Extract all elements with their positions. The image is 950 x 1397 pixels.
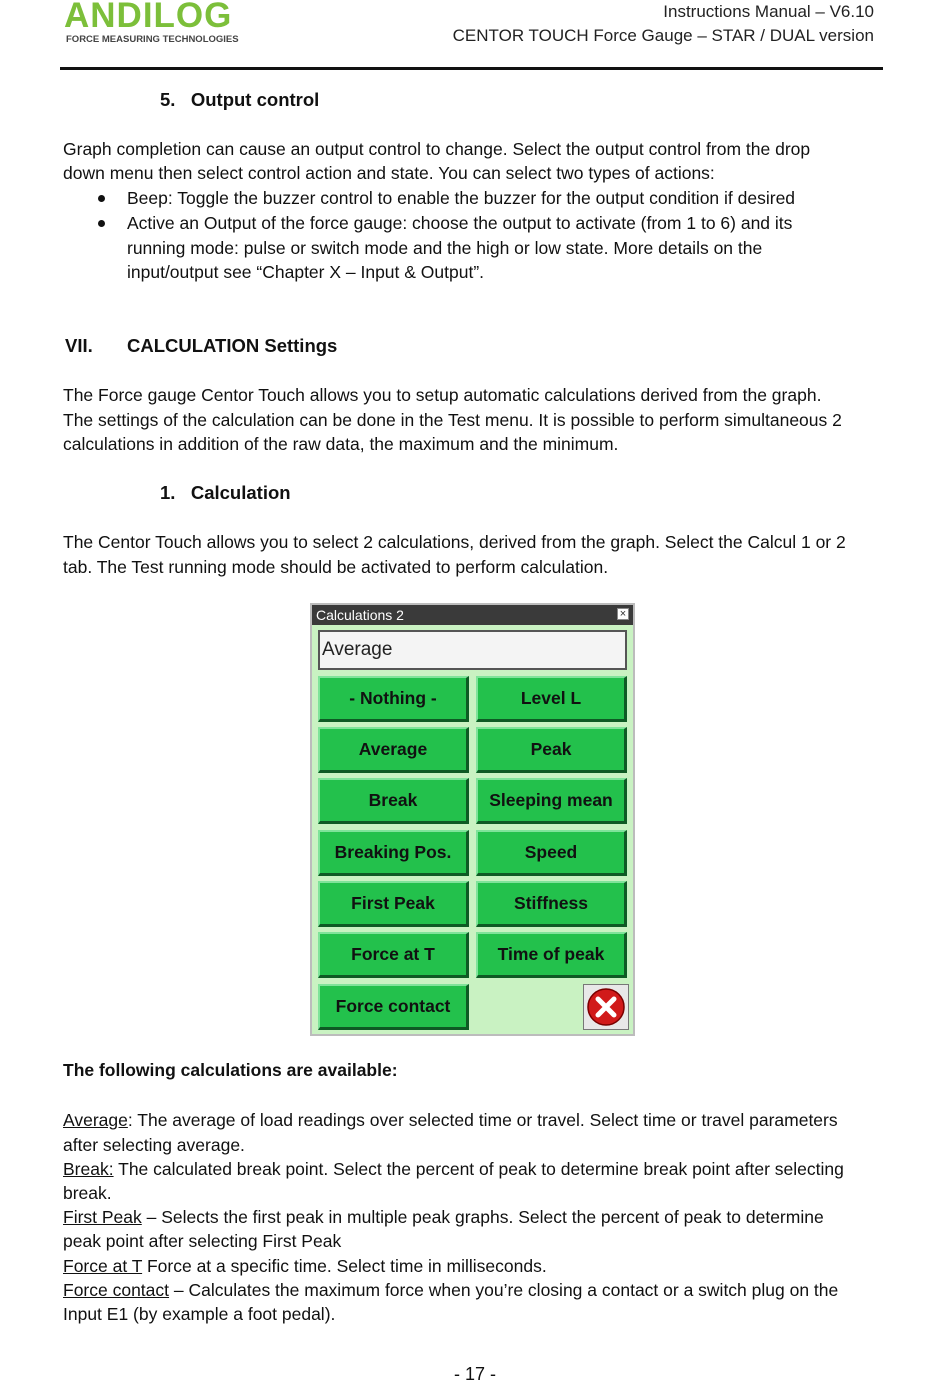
- bullet-beep: Beep: Toggle the buzzer control to enable the buzzer for the output condition if desired: [127, 188, 796, 208]
- term-first-peak: First Peak: [63, 1207, 142, 1227]
- section-title-output-control: 5. Output control: [160, 89, 320, 110]
- available-heading: The following calculations are available:: [63, 1060, 398, 1080]
- logo: [64, 0, 260, 48]
- chapter-number: VII.: [65, 335, 93, 356]
- term-force-contact: Force contact: [63, 1280, 170, 1300]
- calc-button-level-l[interactable]: Level L: [476, 676, 627, 722]
- bullet-icon: [98, 195, 105, 202]
- section-title-calculation: 1. Calculation: [160, 482, 291, 503]
- term-break: Break:: [63, 1159, 114, 1179]
- calc-button-time-of-peak[interactable]: Time of peak: [476, 932, 627, 978]
- bullet-output-line2: running mode: pulse or switch mode and the high or low state. More details on the: [127, 238, 763, 258]
- dialog-titlebar: [312, 605, 633, 625]
- calc-button-peak[interactable]: Peak: [476, 727, 627, 773]
- page-number: - 17 -: [453, 1364, 496, 1384]
- header-divider: [60, 67, 883, 70]
- calc-settings-line1: The Force gauge Centor Touch allows you to setup automatic calculations derived from the graph.: [63, 385, 822, 405]
- desc-force-contact-line1: [63, 1278, 881, 1303]
- calc-button-nothing[interactable]: - Nothing -: [318, 676, 469, 722]
- calc-button-speed[interactable]: Speed: [476, 830, 627, 876]
- header-manual: Instructions Manual – V6.10: [663, 2, 874, 21]
- calc-button-force-contact[interactable]: Force contact: [318, 984, 469, 1030]
- term-force-at-t: Force at T: [63, 1256, 143, 1276]
- desc-force-contact-line2: Input E1 (by example a foot pedal).: [63, 1304, 336, 1324]
- logo-main: ANDILOG: [64, 0, 233, 35]
- calc-button-break[interactable]: Break: [318, 778, 469, 824]
- header-product: CENTOR TOUCH Force Gauge – STAR / DUAL version: [452, 26, 874, 45]
- calc-button-first-peak[interactable]: First Peak: [318, 881, 469, 927]
- bullet-output-line3: input/output see “Chapter X – Input & Output”.: [127, 262, 485, 282]
- desc-average-text: : The average of load readings over selected time or travel. Select time or travel parameters: [127, 1110, 838, 1130]
- term-average: Average: [63, 1110, 128, 1130]
- desc-break-line2: break.: [63, 1183, 112, 1203]
- cancel-button[interactable]: [583, 984, 629, 1030]
- calc-button-average[interactable]: Average: [318, 727, 469, 773]
- output-para-line2: down menu then select control action and state. You can select two types of actions:: [63, 163, 715, 183]
- desc-break-text: The calculated break point. Select the percent of peak to determine break point after selecting: [113, 1159, 844, 1179]
- calc-button-stiffness[interactable]: Stiffness: [476, 881, 627, 927]
- desc-first-peak-line1: [63, 1205, 881, 1230]
- logo-sub: FORCE MEASURING TECHNOLOGIES: [66, 34, 239, 45]
- desc-force-at-t-line1: [63, 1254, 881, 1279]
- output-para-line1: Graph completion can cause an output control to change. Select the output control from the drop: [63, 139, 811, 159]
- calculation-line1: The Centor Touch allows you to select 2 calculations, derived from the graph. Select the Calcul 1 or 2: [63, 532, 846, 552]
- bullet-icon: [98, 220, 105, 227]
- calc-settings-line2: The settings of the calculation can be done in the Test menu. It is possible to perform simultaneous 2: [63, 410, 842, 430]
- cancel-icon: [584, 985, 628, 1029]
- calculation-line2: tab. The Test running mode should be activated to perform calculation.: [63, 557, 609, 577]
- desc-first-peak-line2: peak point after selecting First Peak: [63, 1231, 342, 1251]
- desc-force-at-t-text: Force at a specific time. Select time in milliseconds.: [142, 1256, 547, 1276]
- bullet-output-line1: Active an Output of the force gauge: choose the output to activate (from 1 to 6) and its: [127, 213, 793, 233]
- calc-button-breaking-pos[interactable]: Breaking Pos.: [318, 830, 469, 876]
- calc-button-sleeping-mean[interactable]: Sleeping mean: [476, 778, 627, 824]
- desc-first-peak-text: – Selects the first peak in multiple peak graphs. Select the percent of peak to determine: [141, 1207, 824, 1227]
- desc-average-line1: [63, 1108, 881, 1133]
- desc-force-contact-text: – Calculates the maximum force when you’re closing a contact or a switch plug on the: [169, 1280, 839, 1300]
- close-icon[interactable]: ×: [617, 608, 629, 620]
- calc-settings-line3: calculations in addition of the raw data, the maximum and the minimum.: [63, 434, 619, 454]
- calc-button-force-at-t[interactable]: Force at T: [318, 932, 469, 978]
- calculations-dialog: [310, 603, 635, 1036]
- dialog-title: Calculations 2: [316, 607, 404, 623]
- desc-average-line2: after selecting average.: [63, 1135, 245, 1155]
- chapter-title: CALCULATION Settings: [127, 335, 338, 356]
- selected-calculation-field: Average: [318, 630, 627, 670]
- desc-break-line1: [63, 1157, 881, 1182]
